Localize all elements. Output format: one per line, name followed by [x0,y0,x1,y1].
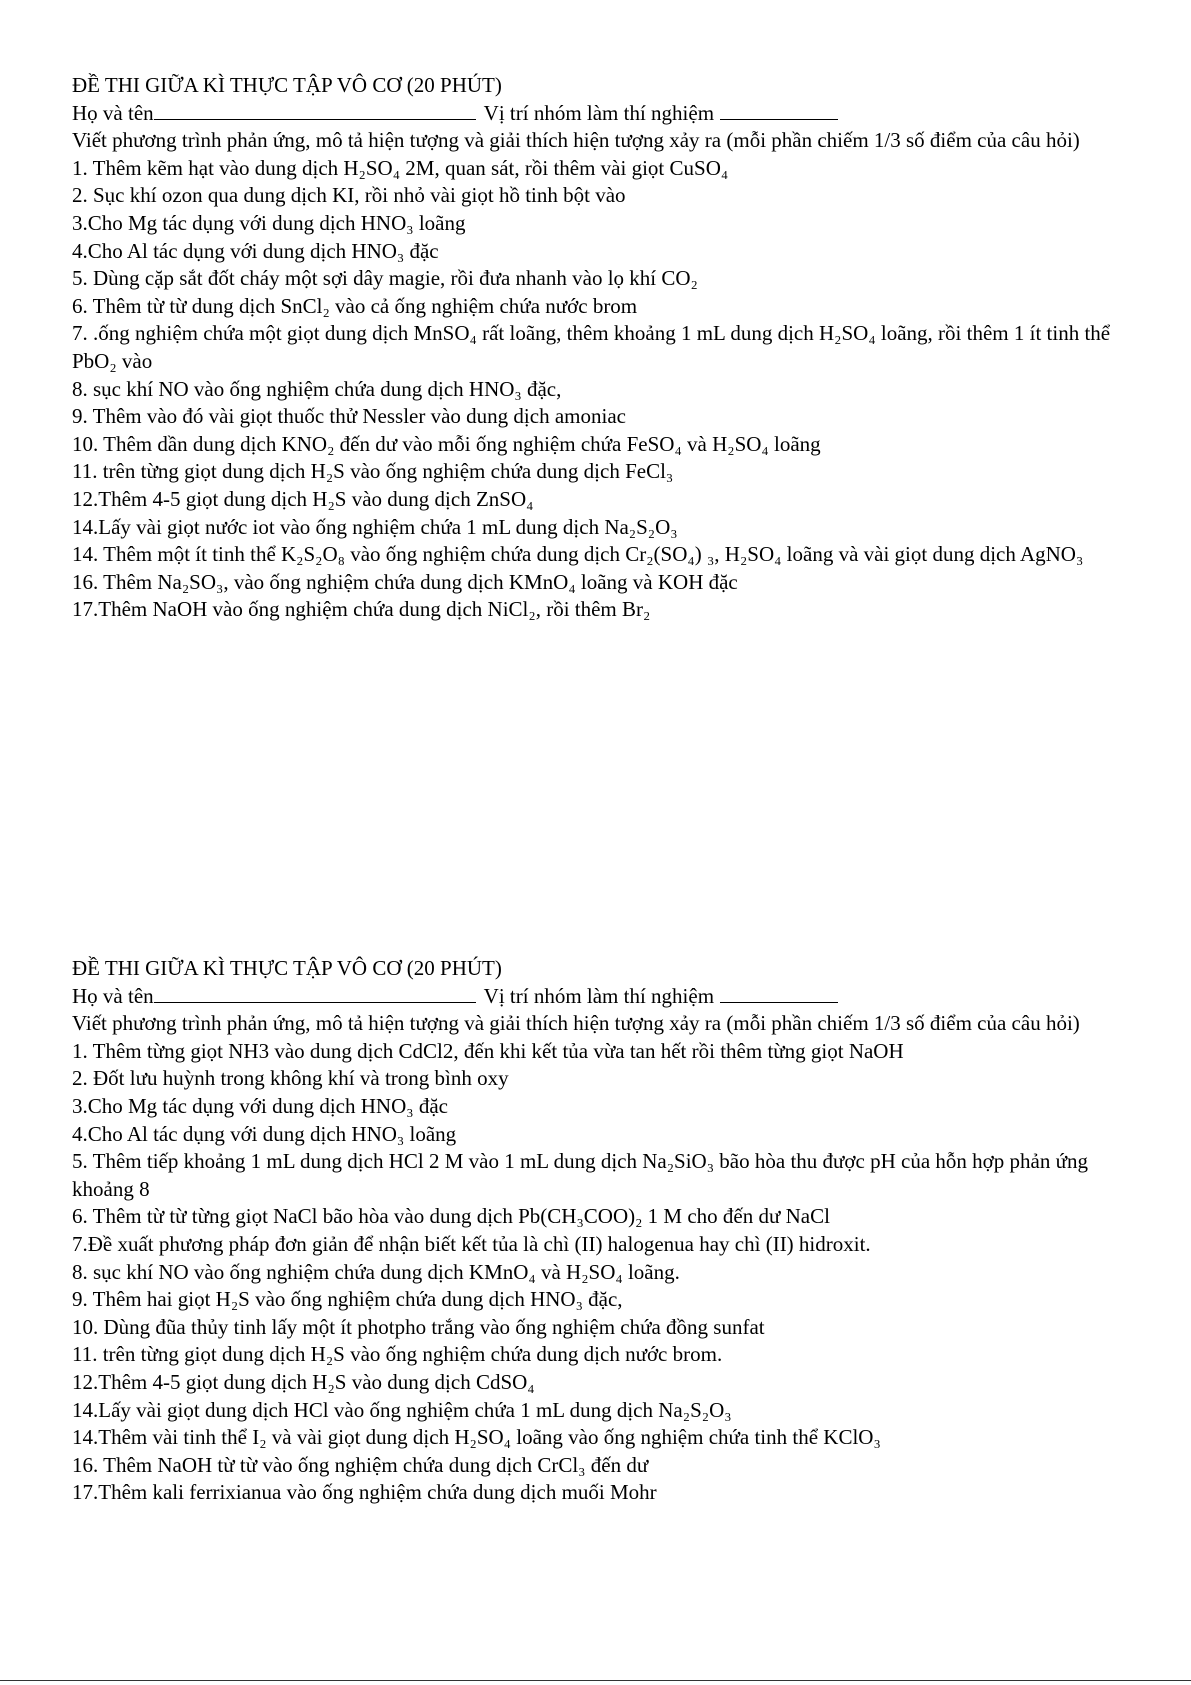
question-item: 9. Thêm vào đó vài giọt thuốc thử Nessler vào dung dịch amoniac [72,404,626,429]
question-item: 17.Thêm NaOH vào ống nghiệm chứa dung dịch NiCl₂, rồi thêm Br₂ [72,597,651,622]
position-blank [720,984,838,1003]
question-item: 9. Thêm hai giọt H₂S vào ống nghiệm chứa dung dịch HNO₃ đặc, [72,1287,623,1312]
question-item: 7. .ống nghiệm chứa một giọt dung dịch MnSO₄ rất loãng, thêm khoảng 1 mL dung dịch H₂SO₄ loãng, rồi thêm 1 ít tinh thể PbO₂ vào [72,321,1111,373]
question-item: 17.Thêm kali ferrixianua vào ống nghiệm chứa dung dịch muối Mohr [72,1480,657,1505]
question-item: 5. Dùng cặp sắt đốt cháy một sợi dây magie, rồi đưa nhanh vào lọ khí CO₂ [72,266,698,291]
question-item: 2. Đốt lưu huỳnh trong không khí và trong bình oxy [72,1066,509,1091]
question-item: 10. Thêm dần dung dịch KNO₂ đến dư vào mỗi ống nghiệm chứa FeSO₄ và H₂SO₄ loãng [72,431,821,456]
name-blank [154,101,476,120]
name-label: Họ và tên [72,983,154,1008]
student-info-row [72,100,1132,128]
question-item: 4.Cho Al tác dụng với dung dịch HNO₃ đặc [72,238,439,263]
question-item: 6. Thêm từ từ dung dịch SnCl₂ vào cả ống nghiệm chứa nước brom [72,293,638,318]
exam-title: ĐỀ THI GIỮA KÌ THỰC TẬP VÔ CƠ (20 PHÚT) [72,73,502,97]
question-item: 11. trên từng giọt dung dịch H₂S vào ống nghiệm chứa dung dịch FeCl₃ [72,459,674,484]
question-item: 12.Thêm 4-5 giọt dung dịch H₂S vào dung dịch ZnSO₄ [72,486,534,511]
question-item: 14. Thêm một ít tinh thể K₂S₂O₈ vào ống nghiệm chứa dung dịch Cr₂(SO₄) ₃, H₂SO₄ loãng và vài giọt dung dịch AgNO₃ [72,542,1084,567]
question-item: 11. trên từng giọt dung dịch H₂S vào ống nghiệm chứa dung dịch nước brom. [72,1342,723,1367]
instruction: Viết phương trình phản ứng, mô tả hiện tượng và giải thích hiện tượng xảy ra (mỗi phần chiếm 1/3 số điểm của câu hỏi) [72,1011,1080,1036]
question-item: 14.Lấy vài giọt dung dịch HCl vào ống nghiệm chứa 1 mL dung dịch Na₂S₂O₃ [72,1397,732,1422]
student-info-row [72,983,1132,1011]
question-item: 12.Thêm 4-5 giọt dung dịch H₂S vào dung dịch CdSO₄ [72,1369,535,1394]
question-item: 1. Thêm từng giọt NH3 vào dung dịch CdCl2, đến khi kết tủa vừa tan hết rồi thêm từng giọt NaOH [72,1038,904,1063]
position-label: Vị trí nhóm làm thí nghiệm [483,100,715,125]
name-blank [154,984,476,1003]
question-item: 1. Thêm kẽm hạt vào dung dịch H₂SO₄ 2M, quan sát, rồi thêm vài giọt CuSO₄ [72,155,729,180]
question-item: 3.Cho Mg tác dụng với dung dịch HNO₃ đặc [72,1093,448,1118]
question-list [72,1038,1132,1507]
name-label: Họ và tên [72,100,154,125]
question-item: 7.Đề xuất phương pháp đơn giản để nhận biết kết tủa là chì (II) halogenua hay chì (II) hidroxit. [72,1231,871,1256]
question-item: 14.Thêm vài tinh thể I₂ và vài giọt dung dịch H₂SO₄ loãng vào ống nghiệm chứa tinh thể KClO₃ [72,1425,881,1450]
question-item: 8. sục khí NO vào ống nghiệm chứa dung dịch HNO₃ đặc, [72,376,562,401]
question-item: 8. sục khí NO vào ống nghiệm chứa dung dịch KMnO₄ và H₂SO₄ loãng. [72,1259,680,1284]
question-item: 6. Thêm từ từ từng giọt NaCl bão hòa vào dung dịch Pb(CH₃COO)₂ 1 M cho đến dư NaCl [72,1204,830,1229]
question-item: 2. Sục khí ozon qua dung dịch KI, rồi nhỏ vài giọt hồ tinh bột vào [72,183,626,208]
question-list [72,155,1132,624]
question-item: 5. Thêm tiếp khoảng 1 mL dung dịch HCl 2 M vào 1 mL dung dịch Na₂SiO₃ bão hòa thu được pH của hỗn hợp phản ứng khoảng 8 [72,1149,1088,1201]
page-bottom-divider [0,1680,1191,1681]
position-label: Vị trí nhóm làm thí nghiệm [483,983,715,1008]
question-item: 16. Thêm NaOH từ từ vào ống nghiệm chứa dung dịch CrCl₃ đến dư [72,1452,649,1477]
question-item: 3.Cho Mg tác dụng với dung dịch HNO₃ loãng [72,210,466,235]
question-item: 16. Thêm Na₂SO₃, vào ống nghiệm chứa dung dịch KMnO₄ loãng và KOH đặc [72,569,738,594]
exam-sheet-1 [72,72,1132,624]
question-item: 4.Cho Al tác dụng với dung dịch HNO₃ loãng [72,1121,457,1146]
question-item: 10. Dùng đũa thủy tinh lấy một ít photpho trắng vào ống nghiệm chứa đồng sunfat [72,1314,765,1339]
instruction: Viết phương trình phản ứng, mô tả hiện tượng và giải thích hiện tượng xảy ra (mỗi phần chiếm 1/3 số điểm của câu hỏi) [72,128,1080,153]
exam-sheet-2 [72,955,1132,1507]
exam-title: ĐỀ THI GIỮA KÌ THỰC TẬP VÔ CƠ (20 PHÚT) [72,956,502,980]
position-blank [720,101,838,120]
question-item: 14.Lấy vài giọt nước iot vào ống nghiệm chứa 1 mL dung dịch Na₂S₂O₃ [72,514,678,539]
